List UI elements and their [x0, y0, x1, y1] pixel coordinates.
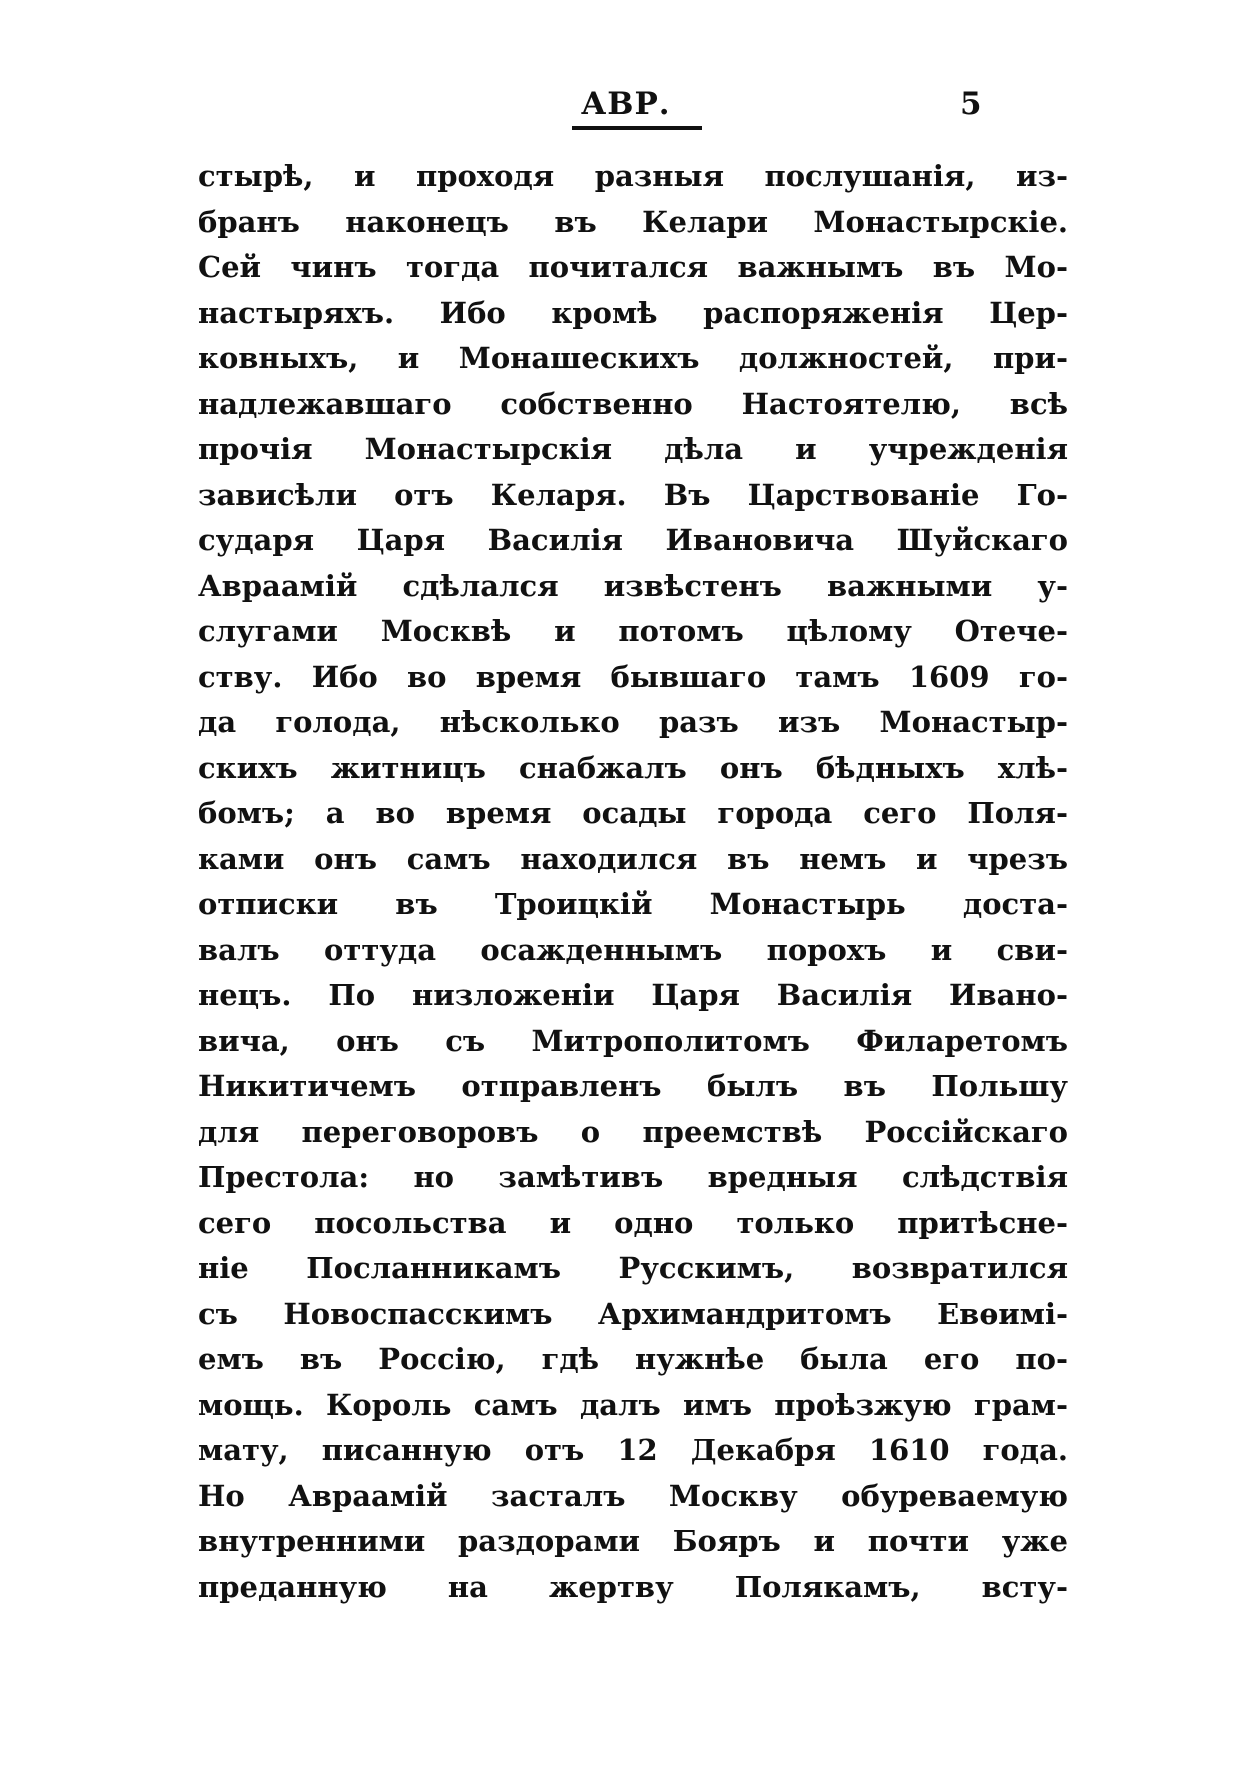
text-line: нецъ. По низложеніи Царя Василія Ивано-	[198, 978, 1068, 1012]
text-line: Авраамій сдѣлался извѣстенъ важными у-	[198, 568, 1068, 603]
text-line: съ Новоспасскимъ Архимандритомъ Евѳимі-	[198, 1296, 1068, 1331]
text-line: ству. Ибо во время бывшаго тамъ 1609 го-	[198, 659, 1068, 694]
text-line: вича, онъ съ Митрополитомъ Филаретомъ	[198, 1023, 1068, 1058]
text-line: прочія Монастырскія дѣла и учрежденія	[198, 432, 1068, 466]
text-line: сего посольства и одно только притѣсне-	[198, 1205, 1068, 1240]
running-head: АВР.	[581, 86, 671, 122]
text-line: для переговоровъ о преемствѣ Россійскаго	[198, 1114, 1068, 1149]
page-header	[0, 84, 1259, 134]
text-line: мощь. Король самъ далъ имъ проѣзжую грам-	[198, 1387, 1068, 1422]
text-line: скихъ житницъ снабжалъ онъ бѣдныхъ хлѣ-	[198, 750, 1068, 785]
page-number: 5	[960, 86, 982, 122]
text-line: ковныхъ, и Монашескихъ должностей, при-	[198, 341, 1068, 375]
text-line: да голода, нѣсколько разъ изъ Монастыр-	[198, 705, 1068, 739]
text-line: мату, писанную отъ 12 Декабря 1610 года.	[198, 1433, 1068, 1467]
text-line: валъ оттуда осажденнымъ порохъ и сви-	[198, 932, 1068, 967]
text-line: ніе Посланникамъ Русскимъ, возвратился	[198, 1251, 1068, 1285]
text-line: Никитичемъ отправленъ былъ въ Польшу	[198, 1069, 1068, 1103]
text-line: внутренними раздорами Бояръ и почти уже	[198, 1524, 1068, 1558]
text-line: зависѣли отъ Келаря. Въ Царствованіе Го-	[198, 477, 1068, 512]
text-line: бомъ; а во время осады города сего Поля-	[198, 796, 1068, 830]
body-text	[198, 154, 1068, 1610]
text-line: Престола: но замѣтивъ вредныя слѣдствія	[198, 1160, 1068, 1194]
text-line: сударя Царя Василія Ивановича Шуйскаго	[198, 523, 1068, 557]
text-line: бранъ наконецъ въ Келари Монастырскіе.	[198, 204, 1068, 239]
text-line: Но Авраамій засталъ Москву обуреваемую	[198, 1478, 1068, 1513]
text-line: ками онъ самъ находился въ немъ и чрезъ	[198, 841, 1068, 876]
header-rule	[572, 126, 702, 130]
text-line: стырѣ, и проходя разныя послушанія, из-	[198, 159, 1068, 193]
text-line: емъ въ Россію, гдѣ нужнѣе была его по-	[198, 1342, 1068, 1376]
text-line: настыряхъ. Ибо кромѣ распоряженія Цер-	[198, 295, 1068, 330]
text-line: преданную на жертву Полякамъ, всту-	[198, 1569, 1068, 1604]
text-line: Сей чинъ тогда почитался важнымъ въ Мо-	[198, 250, 1068, 284]
text-line: слугами Москвѣ и потомъ цѣлому Отече-	[198, 614, 1068, 648]
text-line: отписки въ Троицкій Монастырь доста-	[198, 887, 1068, 921]
text-line: надлежавшаго собственно Настоятелю, всѣ	[198, 386, 1068, 421]
